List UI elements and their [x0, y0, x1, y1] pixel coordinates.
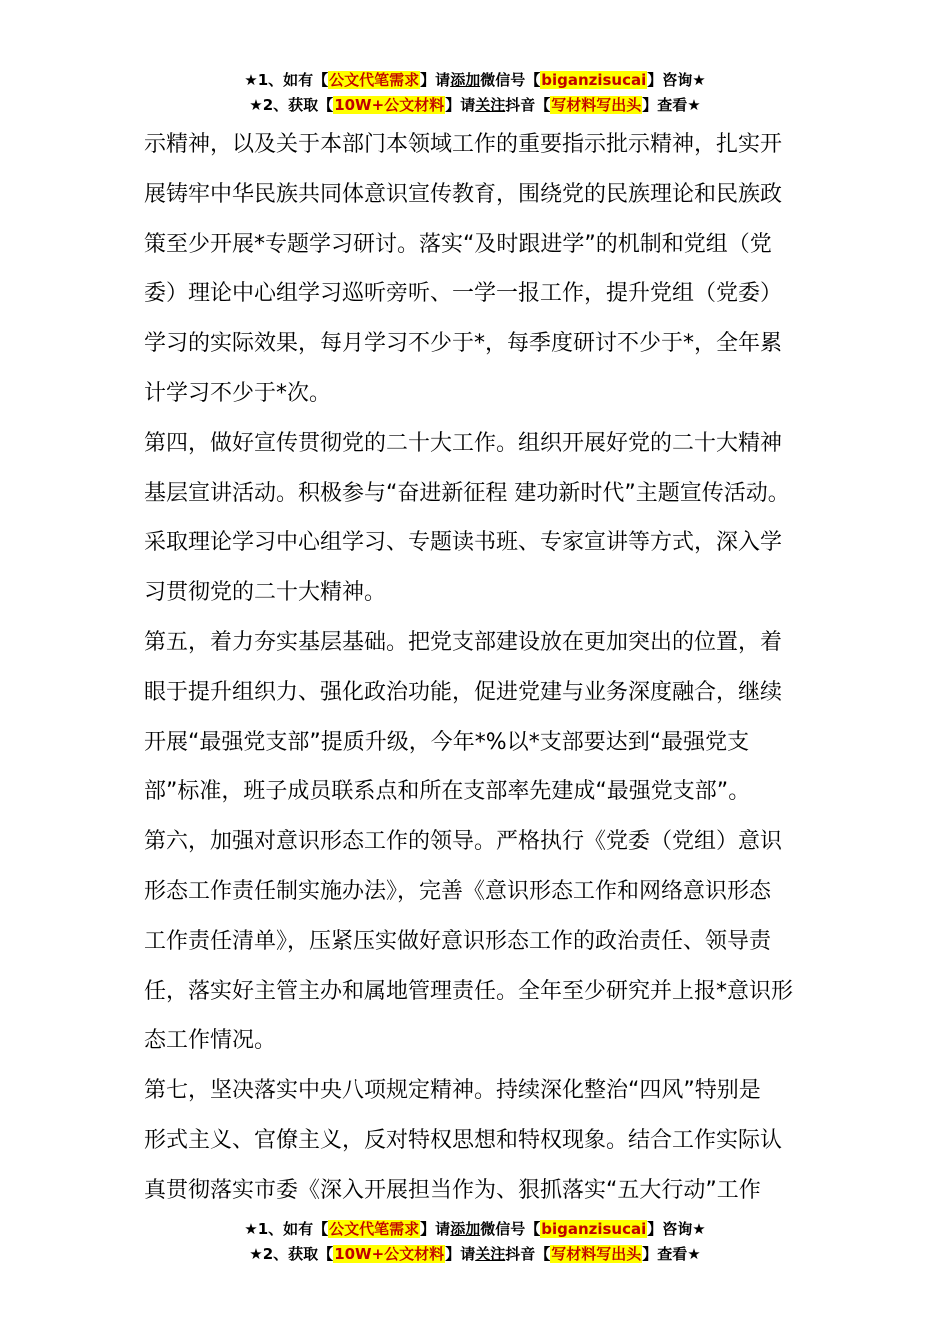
banner-highlight: 公文代笔需求: [329, 1220, 420, 1238]
body-line: 策至少开展*专题学习研讨。落实“及时跟进学”的机制和党组（党: [144, 231, 772, 257]
body-line: 学习的实际效果，每月学习不少于*，每季度研讨不少于*，全年累: [144, 331, 783, 357]
banner-text: 微信号【: [480, 71, 541, 89]
banner-highlight: 10W+公文材料: [334, 1245, 445, 1263]
body-line: 真贯彻落实市委《深入开展担当作为、狠抓落实“五大行动”工作: [144, 1177, 761, 1203]
banner-text: 抖音【: [505, 96, 551, 114]
banner-highlight: 公文代笔需求: [329, 71, 420, 89]
banner-text: 】查看★: [642, 96, 701, 114]
banner-text: 微信号【: [480, 1220, 541, 1238]
body-line: 第七，坚决落实中央八项规定精神。持续深化整治“四风”特别是: [144, 1078, 761, 1104]
banner-line-1: [0, 1217, 950, 1242]
body-line: 委）理论中心组学习巡听旁听、一学一报工作，提升党组（党委）: [144, 281, 783, 307]
body-line: 采取理论学习中心组学习、专题读书班、专家宣讲等方式，深入学: [144, 530, 783, 556]
banner-text: 】请: [420, 71, 451, 89]
banner-highlight: 写材料写出头: [551, 1245, 642, 1263]
banner-text: 】咨询★: [647, 1220, 706, 1238]
banner-text: ★2、获取【: [249, 96, 334, 114]
body-line: 习贯彻党的二十大精神。: [144, 580, 387, 606]
body-line: 形态工作责任制实施办法》，完善《意识形态工作和网络意识形态: [144, 878, 772, 904]
body-line: 第四，做好宣传贯彻党的二十大工作。组织开展好党的二十大精神: [144, 430, 783, 456]
banner-text: 】请: [445, 1245, 476, 1263]
banner-text: ★2、获取【: [249, 1245, 334, 1263]
banner-underline: 关注: [475, 96, 506, 114]
banner-line-2: [0, 1242, 950, 1267]
banner-text: ★1、如有【: [244, 71, 329, 89]
body-line: 形式主义、官僚主义，反对特权思想和特权现象。结合工作实际认: [144, 1127, 783, 1153]
banner-text: 抖音【: [505, 1245, 551, 1263]
banner-underline: 添加: [450, 71, 481, 89]
footer-banner: [0, 1217, 950, 1267]
banner-highlight: biganzisucai: [541, 71, 647, 89]
body-line: 展铸牢中华民族共同体意识宣传教育，围绕党的民族理论和民族政: [144, 181, 783, 207]
body-line: 工作责任清单》，压紧压实做好意识形态工作的政治责任、领导责: [144, 928, 772, 954]
body-line: 开展“最强党支部”提质升级，今年*%以*支部要达到“最强党支: [144, 729, 750, 755]
body-line: 态工作情况。: [144, 1028, 277, 1054]
banner-text: 】请: [420, 1220, 451, 1238]
body-line: 计学习不少于*次。: [144, 380, 332, 406]
banner-line-1: [0, 68, 950, 93]
body-line: 眼于提升组织力、强化政治功能，促进党建与业务深度融合，继续: [144, 679, 783, 705]
body-line: 第五，着力夯实基层基础。把党支部建设放在更加突出的位置，着: [144, 629, 783, 655]
banner-line-2: [0, 93, 950, 118]
header-banner: [0, 68, 950, 118]
banner-highlight: 10W+公文材料: [334, 96, 445, 114]
banner-text: 】查看★: [642, 1245, 701, 1263]
banner-highlight: biganzisucai: [541, 1220, 647, 1238]
banner-text: ★1、如有【: [244, 1220, 329, 1238]
document-body: [144, 120, 824, 1216]
banner-text: 】请: [445, 96, 476, 114]
banner-underline: 关注: [475, 1245, 506, 1263]
banner-text: 】咨询★: [647, 71, 706, 89]
body-line: 示精神，以及关于本部门本领域工作的重要指示批示精神，扎实开: [144, 132, 783, 157]
body-line: 部”标准，班子成员联系点和所在支部率先建成“最强党支部”。: [144, 779, 751, 805]
body-line: 基层宣讲活动。积极参与“奋进新征程 建功新时代”主题宣传活动。: [144, 480, 790, 506]
banner-underline: 添加: [450, 1220, 481, 1238]
body-line: 任，落实好主管主办和属地管理责任。全年至少研究并上报*意识形: [144, 978, 794, 1004]
banner-highlight: 写材料写出头: [551, 96, 642, 114]
body-line: 第六，加强对意识形态工作的领导。严格执行《党委（党组）意识: [144, 829, 783, 855]
